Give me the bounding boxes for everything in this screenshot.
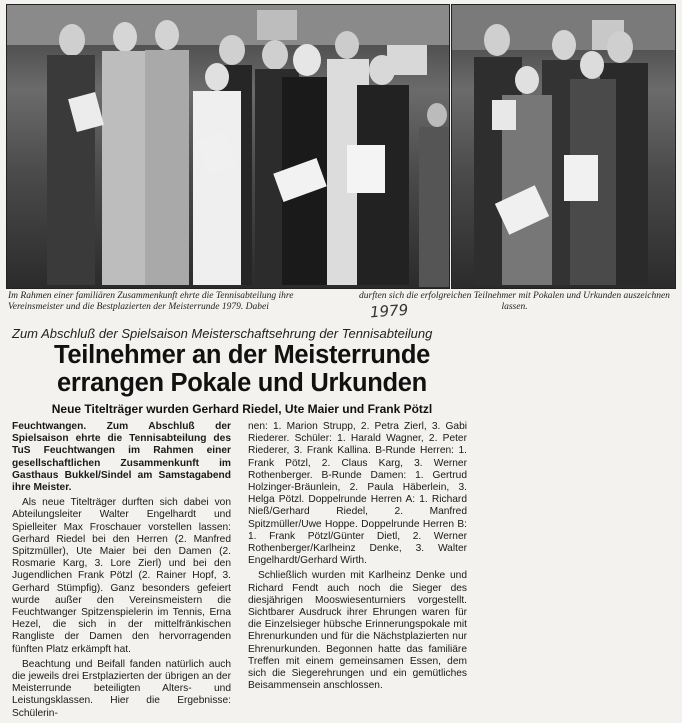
- photo-caption-right: durften sich die erfolgreichen Teilnehmer mit Pokalen und Urkunden auszeichnen lassen.: [359, 291, 670, 312]
- article-paragraph: nen: 1. Marion Strupp, 2. Petra Zierl, 3. Gabi Riederer. Schüler: 1. Harald Wagner, 2. Peter Riederer, 3. Frank Kallina. B-Runde Herren: 1. Frank Pötzl, 2. Claus Karg, 3. Werner Rothenberger. B-Runde Damen: 1. Gertrud Holzinger-Bräunlein, 2. Paula Häberlein, 3. Helga Pötzl. Doppelrunde Herren A: 1. Richard Nieß/Gerhard Riedel, 2. Manfred Spitzmüller/Uwe Hoppe. Doppelrunde Herren B: 1. Frank Pötzl/Günter Dietl, 2. Werner Rothenberger/Karlheinz Denke, 3. Walter Engelhardt/Gerhard Wirth.: [248, 421, 467, 567]
- article-lead-paragraph: [12, 421, 231, 494]
- group-photo-right: [451, 4, 676, 289]
- article-paragraph: Als neue Titelträger durften sich dabei von Abteilungsleiter Walter Engelhardt und Spielleiter Max Froschauer vorstellen lassen: Gerhard Riedel bei den Herren (2. Manfred Spitzmüller), Ute Maier bei den Damen (2. Rosmarie Karg, 3. Lore Zierl) und bei den Jugendlichen Frank Pötzl (2. Rainer Hopf, 3. Gerhard Stümpfig). Ganz besonders gefeiert wurde außer den Vereinsmeistern die Feuchtwanger Spitzenspielerin im Tennis, Erna Hezel, die sich in der mittelfränkischen Rangliste der Damen den hervorragenden fünften Platz erkämpft hat.: [12, 497, 231, 655]
- group-photo-left: [6, 4, 450, 289]
- article-paragraph: Schließlich wurden mit Karlheinz Denke und Richard Fendt auch noch die Sieger des diesjährigen Mooswiesenturniers vorgestellt. Sichtbarer Ausdruck ihrer Ehrungen waren für die Einzelsieger hübsche Erinnerungspokale mit Ehrenurkunden und für die Nächstplazierten nur Ehrenurkunden. Begonnen hatte das familiäre Treffen mit einem gemeinsamen Essen, dem sich die Siegerehrungen und ein gemütliches Beisammensein anschlossen.: [248, 570, 467, 692]
- photo-right-figures: [452, 5, 675, 288]
- handwritten-year-note: 1979: [369, 300, 409, 322]
- article-subhead: Neue Titelträger wurden Gerhard Riedel, Ute Maier und Frank Pötzl: [51, 402, 433, 416]
- photo-caption-left: Im Rahmen einer familiären Zusammenkunft ehrte die Tennisabteilung ihre Vereinsmeister und die Bestplazierten der Meisterrunde 1979. Dabei: [8, 291, 294, 312]
- article-dateline: Feuchtwangen.: [12, 421, 87, 432]
- article-column-right: [248, 421, 467, 695]
- article-kicker: Zum Abschluß der Spielsaison Meisterschaftsehrung der Tennisabteilung: [12, 326, 433, 341]
- article-lead-text: Zum Abschluß der Spielsaison ehrte die Tennisabteilung des TuS Feuchtwangen im Rahmen einer gesellschaftlichen Zusammenkunft im Gasthaus Bukkel/Sindel am Samstagabend ihre Meister.: [12, 421, 231, 494]
- photo-left-figures: [7, 5, 449, 288]
- article-column-left: [12, 421, 231, 723]
- headline-line-1: Teilnehmer an der Meisterrunde: [54, 341, 430, 369]
- article-paragraph: Beachtung und Beifall fanden natürlich auch die jeweils drei Erstplazierten der übrigen an der Meisterrunde beteiligten Alters- und Leistungsklassen. Hier die Ergebnisse: Schülerin-: [12, 658, 231, 719]
- article-headline: [12, 341, 472, 397]
- headline-line-2: errangen Pokale und Urkunden: [57, 369, 427, 397]
